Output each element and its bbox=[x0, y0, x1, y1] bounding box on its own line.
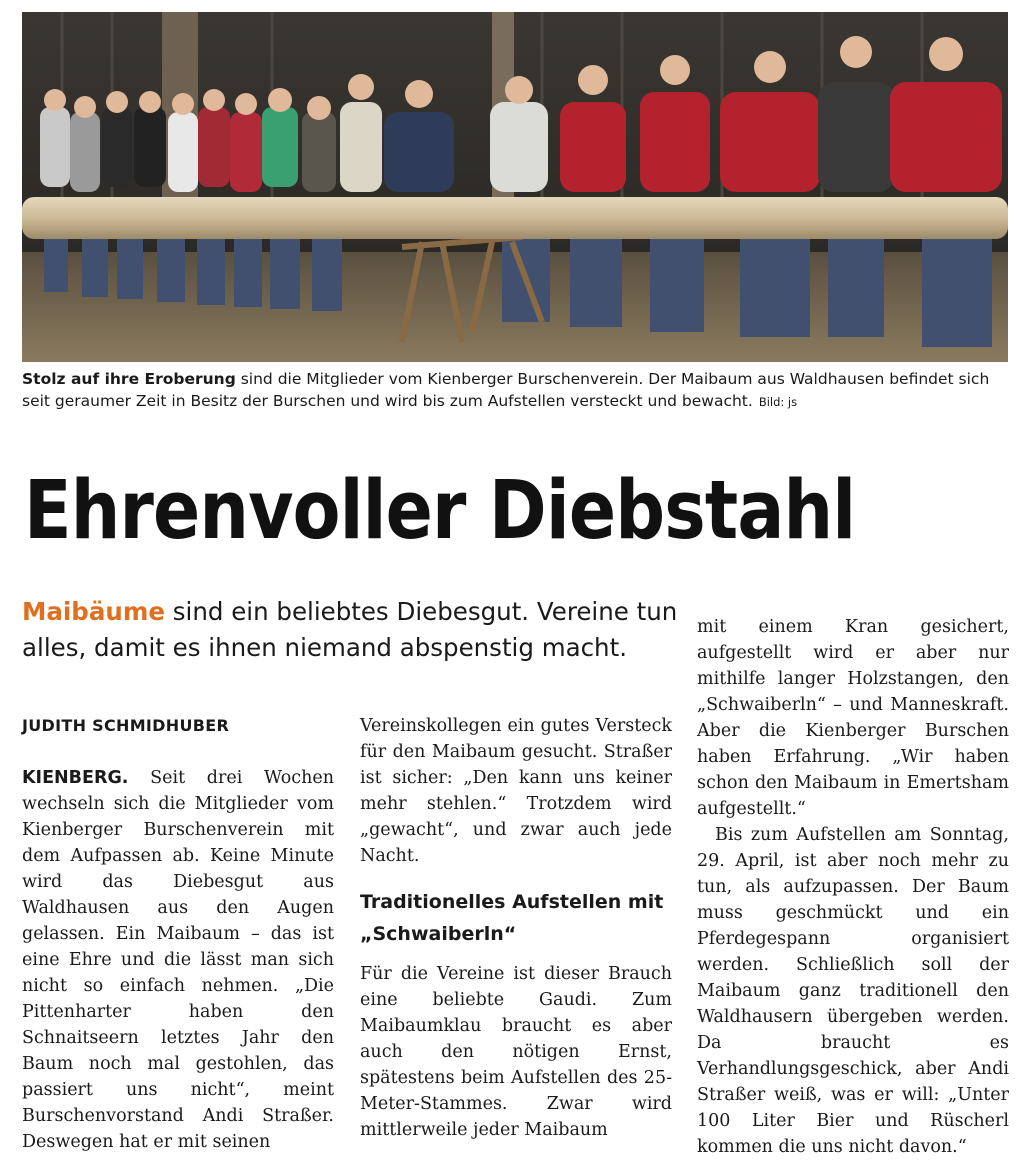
col2-text2: Für die Vereine ist dieser Brauch eine beliebte Gaudi. Zum Maibaumklau braucht es aber auch den nötigen Ernst, spätestens beim Aufstellen des 25-Meter-Stammes. Zwar wird mittlerweile jeder Maibaum bbox=[360, 964, 672, 1140]
teaser-text: sind ein beliebtes Diebesgut. Vereine tun alles, damit es ihnen niemand abspenstig macht. bbox=[22, 597, 678, 662]
col3-text2: Bis zum Aufstellen am Sonntag, 29. April, ist aber noch mehr zu tun, als aufzupassen. Der Baum muss geschmückt und ein Pferdegespann organisiert werden. Schließlich soll der Maibaum ganz traditionell den Waldhausern übergeben werden. Da braucht es Verhandlungsgeschick, aber Andi Straßer weiß, was er will: „Unter 100 Liter Bier und Rüscherl kommen die uns nicht davon.“ bbox=[697, 825, 1009, 1157]
col1-text: Seit drei Wochen wechseln sich die Mitglieder vom Kienberger Burschenverein mit dem Aufpassen ab. Keine Minute wird das Diebesgut aus Waldhausen aus den Augen gelassen. Ein Maibaum – das ist eine Ehre und die lässt man sich nicht so einfach nehmen. „Die Pittenharter haben den Schnaitseern letztes Jahr den Baum noch mal gestohlen, das passiert uns nicht“, meint Burschenvorstand Andi Straßer. Deswegen hat er mit seinen bbox=[22, 768, 334, 1152]
caption-text: sind die Mitglieder vom Kienberger Burschenverein. Der Maibaum aus Waldhausen befindet sich seit geraumer Zeit in Besitz der Burschen und wird bis zum Aufstellen versteckt und bewacht. bbox=[22, 370, 990, 410]
article-column-1 bbox=[22, 765, 334, 1155]
teaser-keyword: Maibäume bbox=[22, 597, 165, 626]
photo-credit: Bild: js bbox=[758, 395, 798, 409]
article-column-2-continued bbox=[360, 961, 672, 1143]
article-column-3 bbox=[697, 614, 1009, 1160]
article-column-2 bbox=[360, 713, 672, 869]
group-photo-maibaum-icon bbox=[22, 12, 1008, 362]
caption-lead: Stolz auf ihre Eroberung bbox=[22, 370, 236, 388]
col3-text: mit einem Kran gesichert, aufgestellt wird er aber nur mithilfe langer Holzstangen, den „Schwaiberln“ – und Manneskraft. Aber die Kienberger Burschen haben Erfahrung. „Wir haben schon den Maibaum in Emertsham aufgestellt.“ bbox=[697, 617, 1009, 819]
photo-caption bbox=[22, 368, 1012, 413]
author-byline: JUDITH SCHMIDHUBER bbox=[22, 716, 230, 735]
subheading: Traditionelles Aufstellen mit „Schwaiberln“ bbox=[360, 891, 664, 945]
col2-text: Vereinskollegen ein gutes Versteck für den Maibaum gesucht. Straßer ist sicher: „Den kann uns keiner mehr stehlen.“ Trotzdem wird „gewacht“, und zwar auch jede Nacht. bbox=[360, 716, 672, 866]
headline: Ehrenvoller Diebstahl bbox=[24, 464, 856, 558]
dateline: KIENBERG. bbox=[22, 768, 129, 788]
teaser bbox=[22, 594, 692, 666]
group-photo bbox=[22, 12, 1008, 362]
